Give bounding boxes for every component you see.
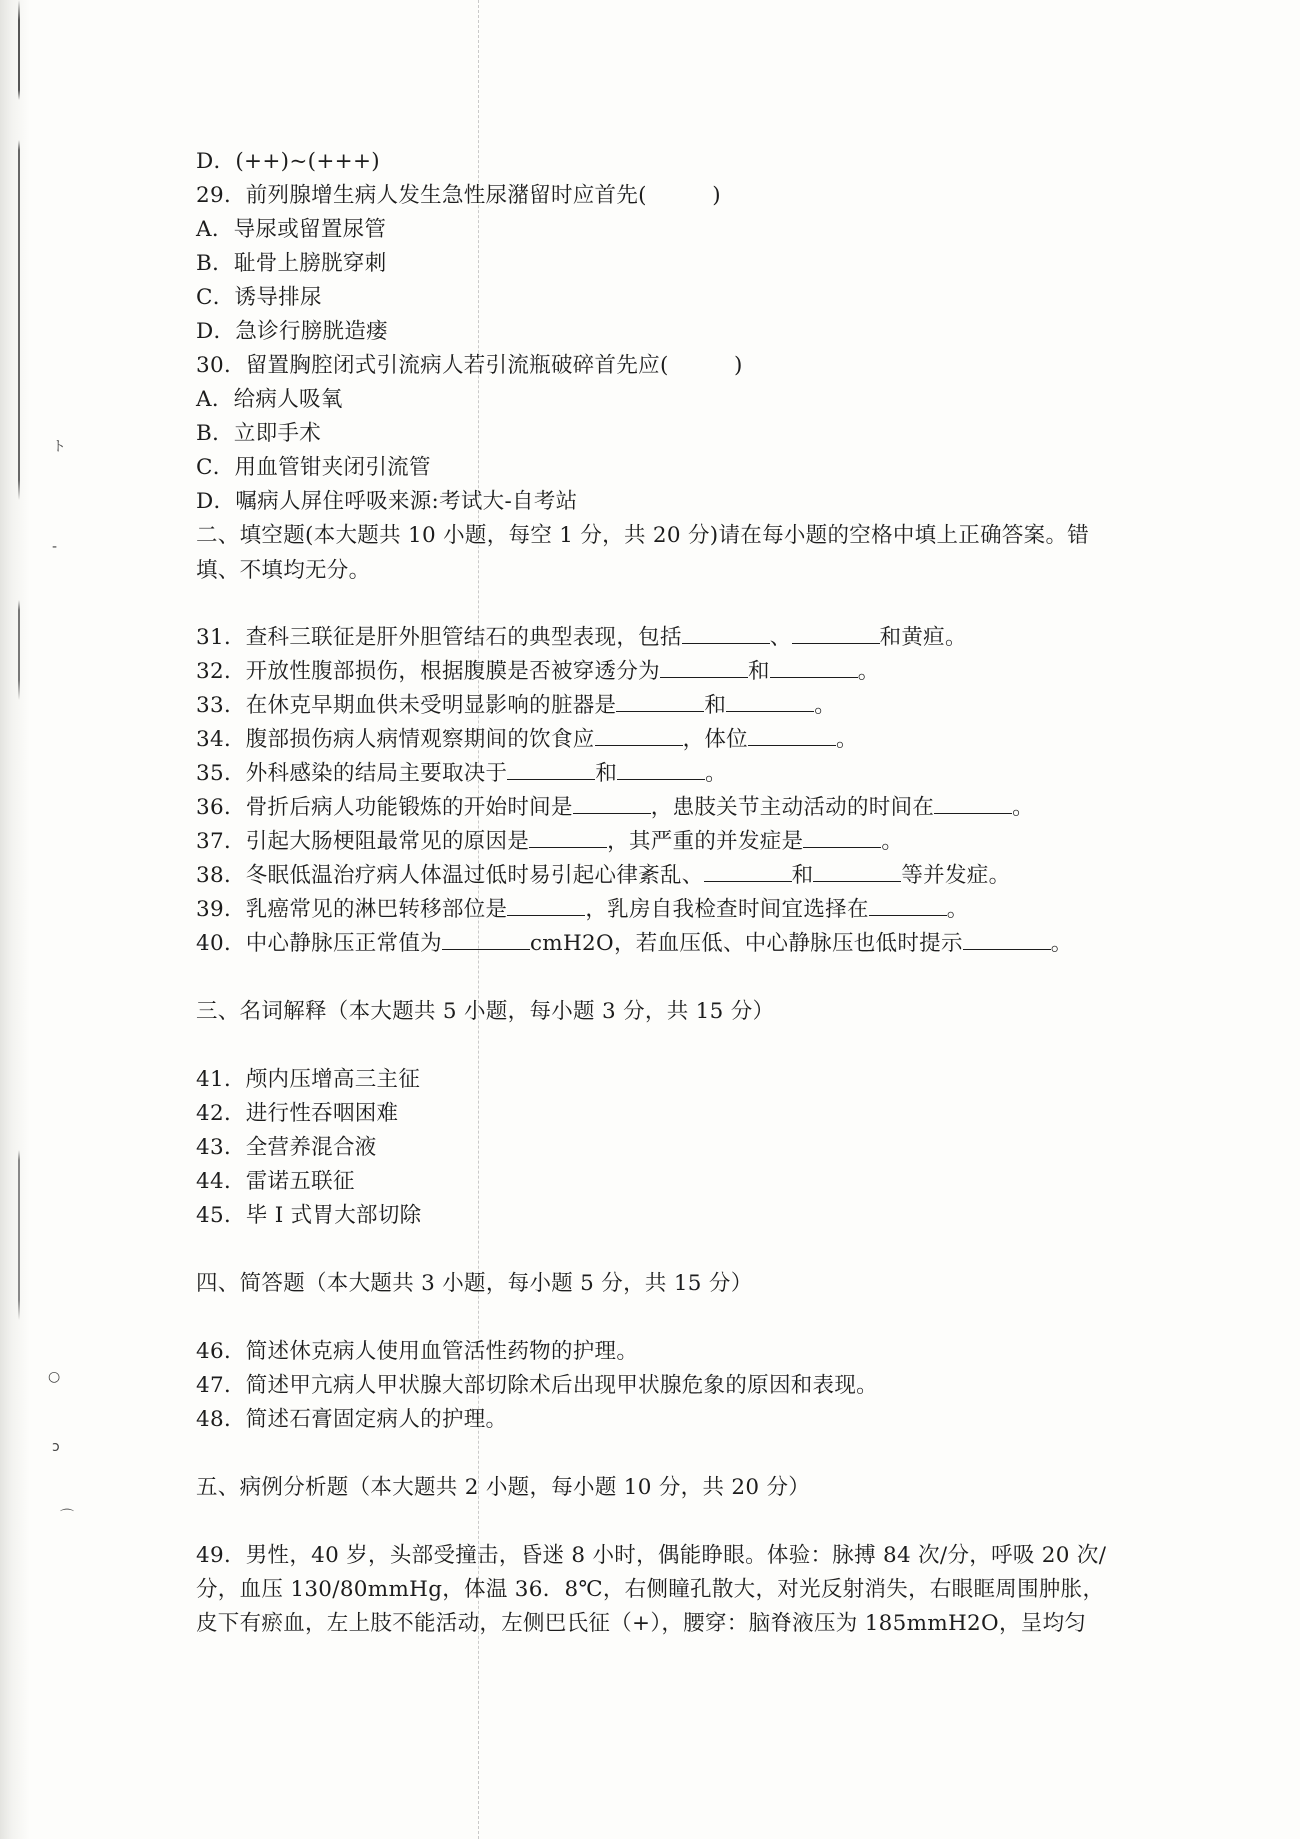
answer-blank [573, 795, 651, 814]
question-text-segment: 。 [705, 761, 727, 786]
case-question-49-line3: 皮下有瘀血，左上肢不能活动，左侧巴氏征（+），腰穿：脑脊液压为 185mmH2O，呈均匀 [196, 1611, 1087, 1636]
term-question-42: 42．进行性吞咽困难 [196, 1101, 399, 1126]
answer-blank [529, 829, 607, 848]
edge-mark: ⌒ [60, 1509, 74, 1525]
question-text-segment: 和 [791, 863, 814, 888]
answer-blank [748, 727, 836, 746]
fill-question-36 [196, 794, 1116, 822]
question-text-segment: 和 [704, 693, 727, 718]
answer-blank [682, 625, 770, 644]
section2-heading: 二、填空题(本大题共 10 小题，每空 1 分，共 20 分)请在每小题的空格中填上正确答案。错 [196, 523, 1090, 548]
answer-blank [616, 693, 704, 712]
answer-blank [507, 897, 585, 916]
q29-option-a: A．导尿或留置尿管 [196, 217, 387, 242]
fill-question-38 [196, 862, 1116, 890]
question-text-segment: ，乳房自我检查时间宜选择在 [585, 897, 869, 922]
fill-question-34 [196, 726, 1116, 754]
question-text-segment: 33．在休克早期血供未受明显影响的脏器是 [196, 693, 617, 718]
term-question-43: 43．全营养混合液 [196, 1135, 377, 1160]
edge-mark: ɔ [52, 1439, 60, 1455]
question-text-segment: 等并发症。 [901, 863, 1011, 888]
fill-question-32 [196, 658, 1116, 686]
question-text-segment: 32．开放性腹部损伤，根据腹膜是否被穿透分为 [196, 659, 660, 684]
q28-option-d: D．(++)~(+++) [196, 149, 380, 174]
question-text-segment: 31．查科三联征是肝外胆管结石的典型表现，包括 [196, 625, 682, 650]
term-question-45: 45．毕 I 式胃大部切除 [196, 1203, 422, 1228]
answer-blank [617, 761, 705, 780]
answer-blank [442, 931, 530, 950]
question-text-segment: 40．中心静脉压正常值为 [196, 931, 442, 956]
question-text-segment: 、 [769, 625, 792, 650]
section2-heading-cont: 填、不填均无分。 [196, 558, 371, 583]
answer-blank [803, 829, 881, 848]
answer-blank [813, 863, 901, 882]
fill-question-33 [196, 692, 1116, 720]
q29-stem: 29．前列腺增生病人发生急性尿潴留时应首先( ) [196, 183, 721, 208]
answer-blank [507, 761, 595, 780]
q29-option-c: C．诱导排尿 [196, 285, 322, 310]
question-text-segment: 。 [835, 727, 858, 752]
question-text-segment: 。 [946, 897, 969, 922]
fill-question-35 [196, 760, 1116, 788]
question-text-segment: 。 [1012, 795, 1034, 820]
section4-heading: 四、简答题（本大题共 3 小题，每小题 5 分，共 15 分） [196, 1271, 753, 1296]
question-text-segment: 和 [595, 761, 618, 786]
question-text-segment: 。 [857, 659, 880, 684]
question-text-segment: 39．乳癌常见的淋巴转移部位是 [196, 897, 508, 922]
q30-option-b: B．立即手术 [196, 421, 322, 446]
scan-edge-line [18, 0, 20, 1839]
edge-mark: ト [52, 439, 66, 455]
answer-blank [770, 659, 858, 678]
question-text-segment: ，体位 [682, 727, 748, 752]
question-text-segment: 36．骨折后病人功能锻炼的开始时间是 [196, 795, 573, 820]
question-text-segment: 。 [1050, 931, 1073, 956]
edge-mark: ○ [48, 1369, 61, 1385]
term-question-41: 41．颅内压增高三主征 [196, 1067, 421, 1092]
answer-blank [704, 863, 792, 882]
q29-option-b: B．耻骨上膀胱穿刺 [196, 251, 387, 276]
question-text-segment: 和 [747, 659, 770, 684]
edge-mark: - [52, 539, 58, 555]
section5-heading: 五、病例分析题（本大题共 2 小题，每小题 10 分，共 20 分） [196, 1475, 811, 1500]
question-text-segment: 37．引起大肠梗阻最常见的原因是 [196, 829, 530, 854]
answer-blank [869, 897, 947, 916]
answer-blank [792, 625, 880, 644]
question-text-segment: 38．冬眠低温治疗病人体温过低时易引起心律紊乱、 [196, 863, 704, 888]
fill-question-40 [196, 930, 1116, 958]
answer-blank [934, 795, 1012, 814]
case-question-49-line2: 分，血压 130/80mmHg，体温 36．8℃，右侧瞳孔散大，对光反射消失，右眼眶周围肿胀， [196, 1577, 1105, 1602]
question-text-segment: ，其严重的并发症是 [607, 829, 804, 854]
q30-option-a: A．给病人吸氧 [196, 387, 343, 412]
question-text-segment: 34．腹部损伤病人病情观察期间的饮食应 [196, 727, 595, 752]
section3-heading: 三、名词解释（本大题共 5 小题，每小题 3 分，共 15 分） [196, 999, 775, 1024]
question-text-segment: ，患肢关节主动活动的时间在 [650, 795, 935, 820]
question-text-segment: 。 [814, 693, 836, 718]
answer-blank [660, 659, 748, 678]
short-question-48: 48．简述石膏固定病人的护理。 [196, 1407, 508, 1432]
answer-blank [963, 931, 1051, 950]
q30-option-d: D．嘱病人屏住呼吸来源:考试大-自考站 [196, 489, 578, 514]
case-question-49-line1: 49．男性，40 岁，头部受撞击，昏迷 8 小时，偶能睁眼。体验：脉搏 84 次/分，呼吸 20 次/ [196, 1543, 1107, 1568]
fill-question-31 [196, 624, 1116, 652]
question-text-segment: 。 [881, 829, 904, 854]
fill-question-39 [196, 896, 1116, 924]
q29-option-d: D．急诊行膀胱造瘘 [196, 319, 388, 344]
question-text-segment: cmH2O，若血压低、中心静脉压也低时提示 [529, 931, 963, 956]
short-question-47: 47．简述甲亢病人甲状腺大部切除术后出现甲状腺危象的原因和表现。 [196, 1373, 878, 1398]
answer-blank [726, 693, 814, 712]
question-text-segment: 35．外科感染的结局主要取决于 [196, 761, 508, 786]
answer-blank [595, 727, 683, 746]
scan-left-edge [0, 0, 30, 1839]
fill-question-37 [196, 828, 1116, 856]
q30-option-c: C．用血管钳夹闭引流管 [196, 455, 431, 480]
q30-stem: 30．留置胸腔闭式引流病人若引流瓶破碎首先应( ) [196, 353, 743, 378]
term-question-44: 44．雷诺五联征 [196, 1169, 355, 1194]
question-text-segment: 和黄疸。 [879, 625, 967, 650]
short-question-46: 46．简述休克病人使用血管活性药物的护理。 [196, 1339, 639, 1364]
